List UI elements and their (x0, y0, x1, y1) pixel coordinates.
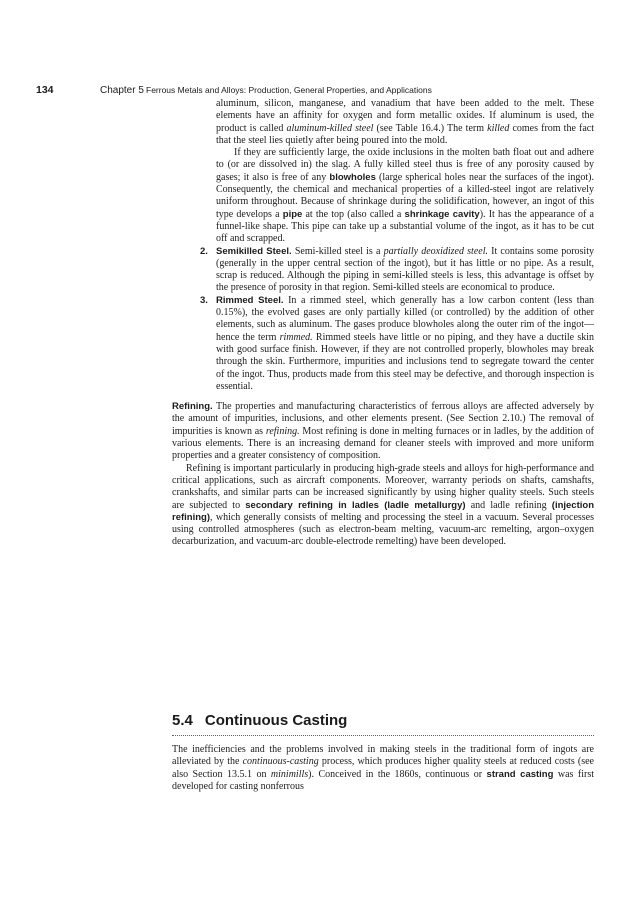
list-number: 3. (200, 294, 208, 306)
text-run: Rimmed steels have little or no piping, and they have a ductile skin with good surface finish. However, if they are not controlled properly, blowholes may break through the skin. Furthermore, impurities and inclusions tend to segregate toward the center of the ingot. Thus, products made from this steel may be defective, and thorough inspection is essential. (216, 331, 595, 392)
text-run: at the top (also called a (302, 208, 405, 220)
text-run: comes from the fact that the steel lies quietly after being poured into the mold. (216, 122, 594, 146)
text-run: The properties and manufacturing characteristics of ferrous alloys are affected adversely by the amount of impurities, inclusions, and other elements present. (See Section 2.10.) The removal of impurities is known as (172, 401, 594, 437)
list-item-title: Rimmed Steel. (216, 294, 284, 306)
running-title: Ferrous Metals and Alloys: Production, General Properties, and Applications (146, 85, 432, 95)
body-text (172, 98, 594, 549)
list-item-rimmed-steel (200, 294, 595, 393)
list-item-semikilled-steel (200, 245, 594, 295)
text-run: was first developed for casting nonferrous (172, 768, 594, 792)
section-rule (172, 735, 594, 736)
italic-term: refining. (265, 425, 300, 437)
italic-term: rimmed. (279, 331, 313, 343)
refining-paragraph-1 (172, 401, 594, 462)
killed-steel-paragraph-2 (216, 147, 594, 245)
section-title: Continuous Casting (204, 712, 348, 729)
text-run: , which generally consists of melting and processing the steel in a vacuum. Several processes using controlled atmospheres (such as electron-beam melting, vacuum-arc remelting, argon–oxygen decarburization, and vacuum-arc double-electrode remelting) have been developed. (172, 511, 594, 548)
refining-paragraph-2 (172, 463, 594, 549)
text-run: process, which produces higher quality steels at reduced costs (see also Section 13.5.1 on (172, 756, 594, 780)
text-run: (large spherical holes near the surfaces of the ingot). Consequently, the chemical and mechanical properties of a killed-steel ingot are relatively uniform throughout. Because of shrinkage during the solidification, however, an ingot of this type develops a (216, 171, 594, 220)
section-number: 5.4 (172, 712, 193, 729)
bold-term: pipe (282, 208, 303, 220)
chapter-label: Chapter 5 (100, 85, 144, 96)
continuous-casting-paragraph (172, 744, 594, 793)
text-run: The inefficiencies and the problems involved in making steels in the traditional form of ingots are alleviated by the (172, 744, 594, 768)
killed-steel-paragraph-1 (216, 98, 594, 147)
text-run: Most refining is done in melting furnaces or in ladles, by the addition of various elements. There is an increasing demand for cleaner steels with improved and more uniform properties and a greater consistency of composition. (172, 425, 594, 462)
page-number: 134 (36, 84, 54, 96)
refining-heading: Refining. (172, 401, 213, 413)
text-run: aluminum, silicon, manganese, and vanadium that have been added to the melt. These elements have an affinity for oxygen and form metallic oxides. If aluminum is used, the product is called (216, 98, 594, 134)
bold-term: blowholes (329, 171, 376, 183)
text-run: and ladle refining (465, 499, 552, 511)
italic-term: minimills (270, 768, 309, 780)
text-run: If they are sufficiently large, the oxide inclusions in the molten bath float out and adhere to (or are dissolved in) the slag. A fully killed steel thus is free of any porosity caused by gases; it also is free of any (216, 147, 594, 183)
italic-term: aluminum-killed steel (286, 122, 374, 134)
text-run: Refining is important particularly in producing high-grade steels and alloys for high-performance and critical applications, such as aircraft components. Moreover, warranty periods on shafts, camshafts, crankshafts, and similar parts can be increased significantly by using higher quality steels. Such steels are subjected to (172, 462, 594, 511)
bold-term: strand casting (486, 768, 554, 780)
text-run: ). Conceived in the 1860s, continuous or (308, 768, 487, 780)
bold-term: (injection refining) (172, 499, 595, 523)
section-body-text (172, 744, 594, 793)
text-run: (see Table 16.4.) The term (373, 122, 488, 134)
bold-term: shrinkage cavity (404, 208, 480, 220)
text-run: In a rimmed steel, which generally has a low carbon content (less than 0.15%), the evolved gases are only partially killed (or controlled) by the addition of other elements, such as aluminum. The gases produce blowholes along the outer rim of the ingot—hence the term (216, 294, 595, 343)
list-number: 2. (200, 245, 208, 257)
section-heading (172, 712, 594, 729)
bold-term: secondary refining in ladles (ladle metallurgy) (245, 499, 466, 511)
text-run: Semi-killed steel is a (291, 245, 384, 257)
list-item-title: Semikilled Steel. (216, 245, 292, 257)
italic-term: partially deoxidized steel. (383, 245, 488, 257)
text-run: ). It has the appearance of a funnel-like shape. This pipe can take up a substantial volume of the ingot, as it has to be cut off and scrapped. (216, 208, 594, 245)
italic-term: continuous-casting (242, 756, 319, 768)
text-run: It contains some porosity (generally in the upper central section of the ingot), but it has little or no pipe. As a result, scrap is reduced. Although the piping in semi-killed steels is less, this advantage is offset by the presence of porosity in that region. Semi-killed steels are economical to produce. (216, 245, 594, 294)
italic-term: killed (487, 122, 510, 134)
running-header (36, 80, 600, 98)
